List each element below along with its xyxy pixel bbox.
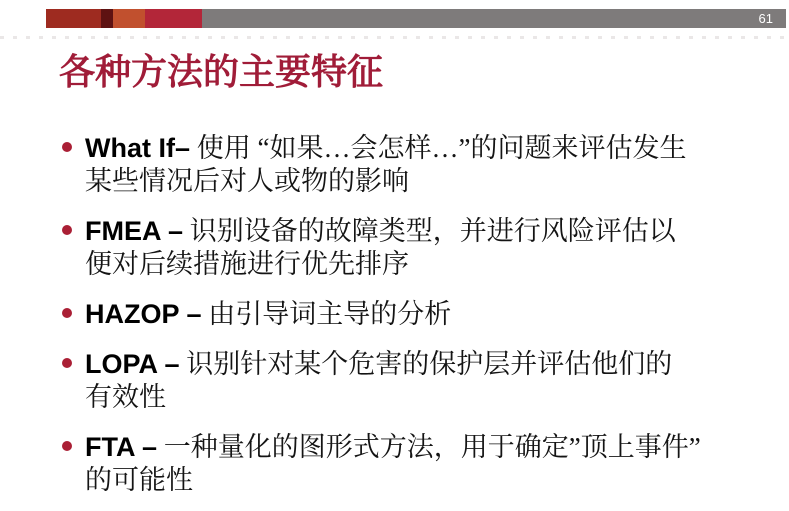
bullet-line-wrap: 便对后续措施进行优先排序 <box>85 249 409 279</box>
top-accent-bar <box>46 9 786 28</box>
slide-title: 各种方法的主要特征 <box>59 52 384 92</box>
list-item <box>62 215 762 281</box>
bullet-icon <box>62 225 72 235</box>
bullet-text <box>85 348 672 414</box>
bullet-list <box>62 132 762 511</box>
list-item <box>62 431 762 497</box>
method-label: HAZOP – <box>85 299 202 329</box>
bullet-text <box>85 431 701 497</box>
bullet-icon <box>62 441 72 451</box>
accent-block-maroon <box>101 9 113 28</box>
method-label: FTA – <box>85 432 157 462</box>
page-number-bar <box>202 9 786 28</box>
bullet-description: 由引导词主导的分析 <box>201 299 452 329</box>
bullet-line <box>85 431 701 464</box>
bullet-description: 一种量化的图形式方法，用于确定”顶上事件” <box>157 432 701 462</box>
bullet-line <box>85 215 676 248</box>
bullet-text <box>85 132 686 198</box>
accent-block-crimson <box>145 9 202 28</box>
bullet-text <box>85 215 676 281</box>
bullet-line-wrap: 的可能性 <box>85 465 193 495</box>
bullet-description: 识别设备的故障类型，并进行风险评估以 <box>183 216 676 246</box>
bullet-line-wrap: 某些情况后对人或物的影响 <box>85 166 409 196</box>
accent-block-orange <box>113 9 145 28</box>
accent-block-brick <box>46 9 101 28</box>
method-label: FMEA – <box>85 216 184 246</box>
bullet-icon <box>62 142 72 152</box>
method-label: LOPA – <box>85 349 180 379</box>
bullet-icon <box>62 308 72 318</box>
list-item <box>62 132 762 198</box>
bullet-description: 使用 “如果…会怎样…”的问题来评估发生 <box>190 133 687 163</box>
page-number: 61 <box>758 11 773 26</box>
bullet-line <box>85 132 686 165</box>
bullet-line <box>85 348 672 381</box>
bullet-line <box>85 298 451 331</box>
bullet-icon <box>62 358 72 368</box>
method-label: What If– <box>85 133 190 163</box>
bullet-text <box>85 298 451 331</box>
list-item <box>62 348 762 414</box>
dotted-divider <box>0 36 789 39</box>
bullet-description: 识别针对某个危害的保护层并评估他们的 <box>179 349 673 379</box>
list-item <box>62 298 762 331</box>
bullet-line-wrap: 有效性 <box>85 382 166 412</box>
